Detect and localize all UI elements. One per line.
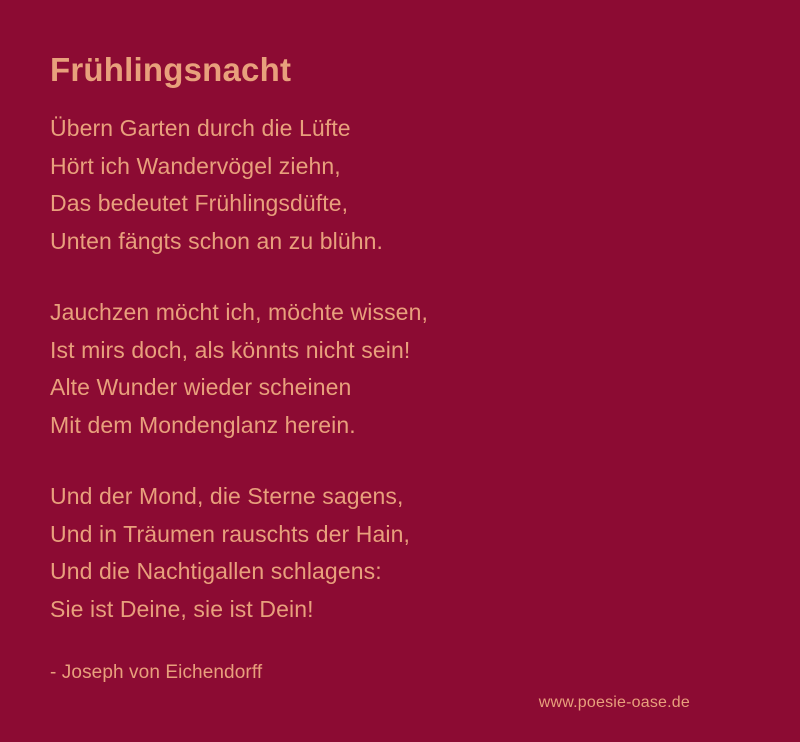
poem-line: Jauchzen möcht ich, möchte wissen, — [50, 299, 428, 326]
poem-stanza — [50, 294, 752, 444]
poem-line: Übern Garten durch die Lüfte — [50, 115, 351, 142]
poem-line: Das bedeutet Frühlingsdüfte, — [50, 190, 349, 217]
poem-line: Ist mirs doch, als könnts nicht sein! — [50, 336, 411, 363]
poem-stanza — [50, 110, 752, 260]
poem-line: Alte Wunder wieder scheinen — [50, 374, 352, 401]
poem-line: Und der Mond, die Sterne sagens, — [50, 483, 404, 510]
poem-author: - Joseph von Eichendorff — [50, 662, 263, 684]
poem-line: Hört ich Wandervögel ziehn, — [50, 152, 341, 179]
poem-line: Sie ist Deine, sie ist Dein! — [50, 595, 314, 622]
page-title: Frühlingsnacht — [50, 51, 292, 88]
poem-line: Mit dem Mondenglanz herein. — [50, 411, 356, 438]
poem-line: Und in Träumen rauschts der Hain, — [50, 520, 410, 547]
poem-line: Und die Nachtigallen schlagens: — [50, 558, 382, 585]
site-url: www.poesie-oase.de — [538, 694, 690, 711]
poem-stanza — [50, 478, 752, 628]
poem-line: Unten fängts schon an zu blühn. — [50, 227, 383, 254]
